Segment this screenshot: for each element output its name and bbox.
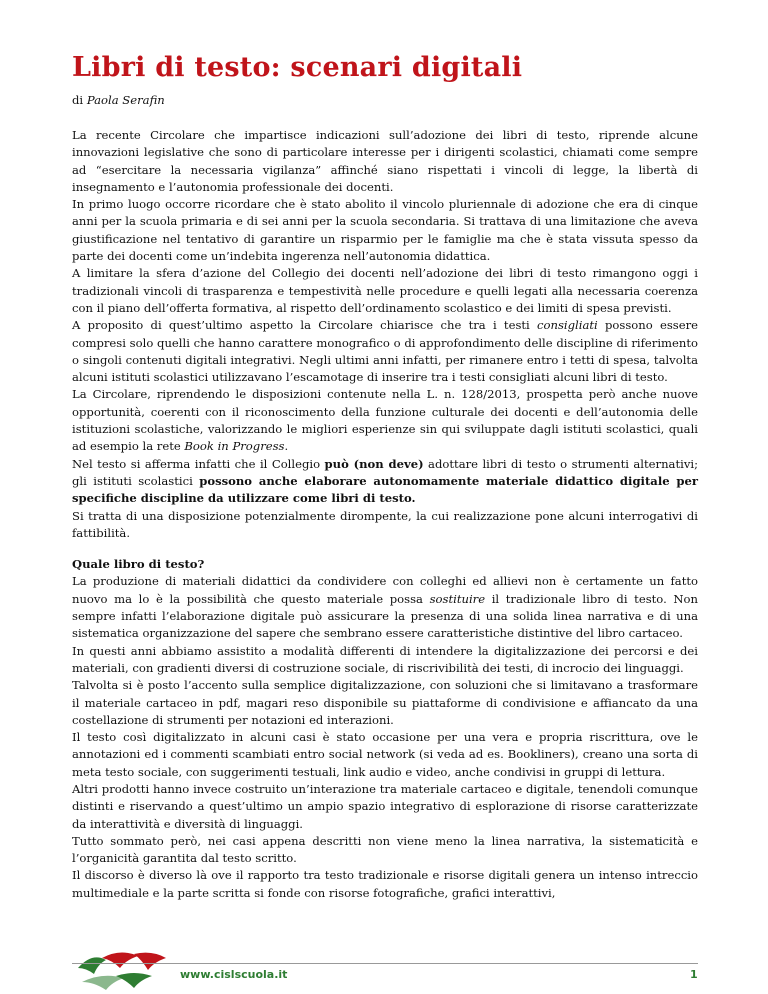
paragraph: In questi anni abbiamo assistito a modalità differenti di intendere la digitalizzazione dei percorsi e dei materiali, con gradienti diversi di costruzione sociale, di riscrivibilità dei testi, di incrocio dei linguaggi. <box>72 643 698 675</box>
strong-text: può (non deve) <box>324 456 424 471</box>
text-run: il tradizionale libro di testo. Non sempre infatti l’elaborazione digitale può assicurare la presenza di una solida linea narrativa e di una sistematica organizzazione del sapere che sembrano essere caratteristiche distintive del libro cartaceo. <box>72 591 699 641</box>
paragraph: Il testo così digitalizzato in alcuni casi è stato occasione per una vera e propria riscrittura, ove le annotazioni ed i commenti scambiati entro social network (si veda ad es. Bookliners), creano una sorta di meta testo sociale, con suggerimenti testuali, link audio e video, anche condivisi in gruppi di lettura. <box>72 730 698 779</box>
cisl-scuola-logo <box>72 938 172 994</box>
paragraph <box>72 386 698 455</box>
paragraph: Tutto sommato però, nei casi appena descritti non viene meno la linea narrativa, la sistematicità e l’organicità garantita dal testo scritto. <box>72 833 698 866</box>
text-run: adottare libri di testo o strumenti alternativi; gli istituti scolastici <box>72 456 698 488</box>
section-heading: Quale libro di testo? <box>72 557 205 572</box>
emphasis: sostituire <box>429 591 486 606</box>
paragraph <box>72 573 698 642</box>
text-run: La Circolare, riprendendo le disposizioni contenute nella L. n. 128/2013, prospetta però anche nuove opportunità, coerenti con il riconoscimento della funzione culturale dei docenti e dell’autonomia delle istituzioni scolastiche, valorizzando le migliori esperienze sin qui sviluppate dagli istituti scolastici, quali ad esempio la rete <box>72 387 698 454</box>
text-run: possono essere compresi solo quelli che hanno carattere monografico o di approfondimento delle discipline di riferimento o singoli contenuti digitali integrativi. Negli ultimi anni infatti, per rimanere entro i tetti di spesa, talvolta alcuni istituti scolastici utilizzavano l’escamotage di inserire tra i testi consigliati alcuni libri di testo. <box>72 318 698 385</box>
text-run: A proposito di quest’ultimo aspetto la Circolare chiarisce che tra i testi <box>72 318 538 333</box>
paragraph: Talvolta si è posto l’accento sulla semplice digitalizzazione, con soluzioni che si limitavano a trasformare il materiale cartaceo in pdf, magari reso disponibile su piattaforme di condivisione e affiancato da una costellazione di strumenti per notazioni ed interazioni. <box>72 678 698 727</box>
emphasis: Book in Progress <box>184 439 285 454</box>
spacer <box>72 542 698 556</box>
text-run: Nel testo si afferma infatti che il Collegio <box>72 456 325 471</box>
paragraph <box>72 456 698 508</box>
author-name: Paola Serafin <box>86 93 165 107</box>
document-page <box>72 52 698 902</box>
page-title: Libri di testo: scenari digitali <box>72 52 523 83</box>
footer-divider <box>72 963 698 964</box>
paragraph: Si tratta di una disposizione potenzialmente dirompente, la cui realizzazione pone alcuni interrogativi di fattibilità. <box>72 508 698 540</box>
page-number: 1 <box>690 968 698 981</box>
paragraph: Il discorso è diverso là ove il rapporto tra testo tradizionale e risorse digitali genera un intenso intreccio multimediale e la parte scritta si fonde con risorse fotografiche, grafici interattivi, <box>72 868 698 900</box>
paragraph: La recente Circolare che impartisce indicazioni sull’adozione dei libri di testo, riprende alcune innovazioni legislative che sono di particolare interesse per i dirigenti scolastici, chiamati come sempre ad “esercitare la necessaria vigilanza” affinché siano rispettati i vincoli di legge, la libertà di insegnamento e l’autonomia professionale dei docenti. <box>72 128 698 194</box>
paragraph: A limitare la sfera d’azione del Collegio dei docenti nell’adozione dei libri di testo rimangono oggi i tradizionali vincoli di trasparenza e tempestività nelle procedure e quelli legati alla necessaria coerenza con il piano dell’offerta formativa, al rispetto dell’ordinamento scolastico e dei limiti di spesa previsti. <box>72 266 698 315</box>
emphasis: consigliati <box>537 318 598 333</box>
text-run: . <box>284 439 289 454</box>
paragraph: In primo luogo occorre ricordare che è stato abolito il vincolo pluriennale di adozione che era di cinque anni per la scuola primaria e di sei anni per la scuola secondaria. Si trattava di una limitazione che aveva giustificazione nel tentativo di garantire un risparmio per le famiglie ma che è stata vissuta spesso da parte dei docenti come un’indebita ingerenza nell’autonomia didattica. <box>72 197 698 264</box>
byline <box>72 93 698 107</box>
text-run: La produzione di materiali didattici da condividere con colleghi ed allievi non è certamente un fatto nuovo ma lo è la possibilità che questo materiale possa <box>72 574 698 606</box>
paragraph <box>72 317 698 386</box>
footer-url[interactable]: www.cislscuola.it <box>180 968 288 981</box>
byline-prefix: di <box>72 93 87 107</box>
strong-text: possono anche elaborare autonomamente materiale didattico digitale per specifiche discipline da utilizzare come libri di testo. <box>72 473 698 506</box>
paragraph: Altri prodotti hanno invece costruito un’interazione tra materiale cartaceo e digitale, tenendoli comunque distinti e riservando a quest’ultimo un ampio spazio integrativo di esplorazione di risorse caratterizzate da interattività e diversità di linguaggi. <box>72 781 698 831</box>
